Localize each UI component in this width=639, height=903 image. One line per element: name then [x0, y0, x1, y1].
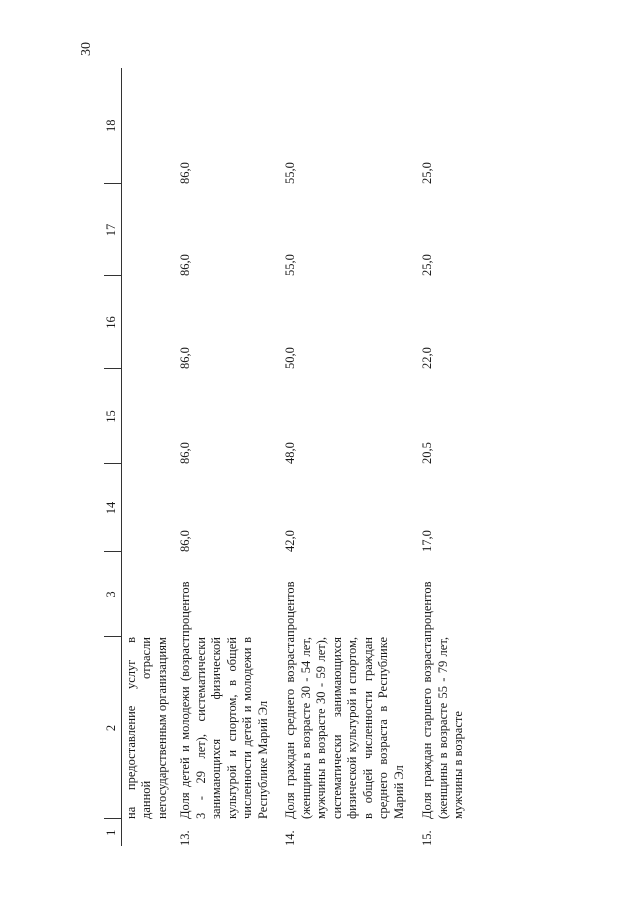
- header-row: [104, 68, 121, 846]
- table-row: [407, 68, 467, 846]
- row-number: 14.: [283, 830, 297, 846]
- row-number: 13.: [178, 830, 192, 846]
- table-row: [170, 68, 271, 846]
- table-row: [121, 68, 170, 846]
- indicator-name: Доля граждан старшего возраста (женщины в возрасте 55 - 79 лет, мужчины в возрасте: [420, 637, 465, 819]
- unit-cell: процентов: [178, 581, 192, 637]
- page-number: 30: [79, 42, 94, 56]
- header-col-14: 14: [104, 464, 121, 552]
- header-col-3: 3: [104, 552, 121, 637]
- value-cell: 17,0: [420, 530, 434, 552]
- unit-cell: процентов: [420, 581, 434, 637]
- value-cell: 48,0: [283, 442, 297, 464]
- row-number: [121, 819, 170, 846]
- header-col-1: 1: [104, 819, 121, 846]
- header-col-17: 17: [104, 184, 121, 276]
- value-cell: 50,0: [283, 347, 297, 369]
- value-cell: 25,0: [420, 162, 434, 184]
- value-cell: 86,0: [178, 347, 192, 369]
- value-cell: [121, 276, 170, 369]
- indicator-name: Доля детей и молодежи (возраст 3 - 29 лет), систематически занимающихся физической культурой и спортом, в общей численности детей и молодежи в Республике Марий Эл: [178, 637, 270, 819]
- value-cell: [121, 184, 170, 276]
- value-cell: 55,0: [283, 162, 297, 184]
- unit-cell: процентов: [283, 581, 297, 637]
- indicator-name: Доля граждан среднего возраста (женщины в возрасте 30 - 54 лет, мужчины в возрасте 30 - 59 лет), систематически занимающихся физической культурой и спортом, в общей численности граждан среднего возраста в Республике Марий Эл: [283, 637, 406, 819]
- value-cell: 25,0: [420, 254, 434, 276]
- header-col-16: 16: [104, 276, 121, 369]
- unit-cell: [121, 552, 170, 637]
- value-cell: 86,0: [178, 162, 192, 184]
- value-cell: 86,0: [178, 254, 192, 276]
- value-cell: [121, 464, 170, 552]
- value-cell: [121, 369, 170, 464]
- row-number: 15.: [420, 830, 434, 846]
- indicators-table: [104, 68, 467, 846]
- value-cell: 86,0: [178, 530, 192, 552]
- value-cell: 86,0: [178, 442, 192, 464]
- value-cell: 42,0: [283, 530, 297, 552]
- value-cell: 55,0: [283, 254, 297, 276]
- table-row: [271, 68, 407, 846]
- indicator-name: на предоставление услуг в данной отрасли негосударственным организациям: [123, 637, 169, 819]
- value-cell: 20,5: [420, 442, 434, 464]
- value-cell: 22,0: [420, 347, 434, 369]
- header-col-18: 18: [104, 68, 121, 184]
- header-col-2: 2: [104, 637, 121, 819]
- value-cell: [121, 68, 170, 184]
- header-col-15: 15: [104, 369, 121, 464]
